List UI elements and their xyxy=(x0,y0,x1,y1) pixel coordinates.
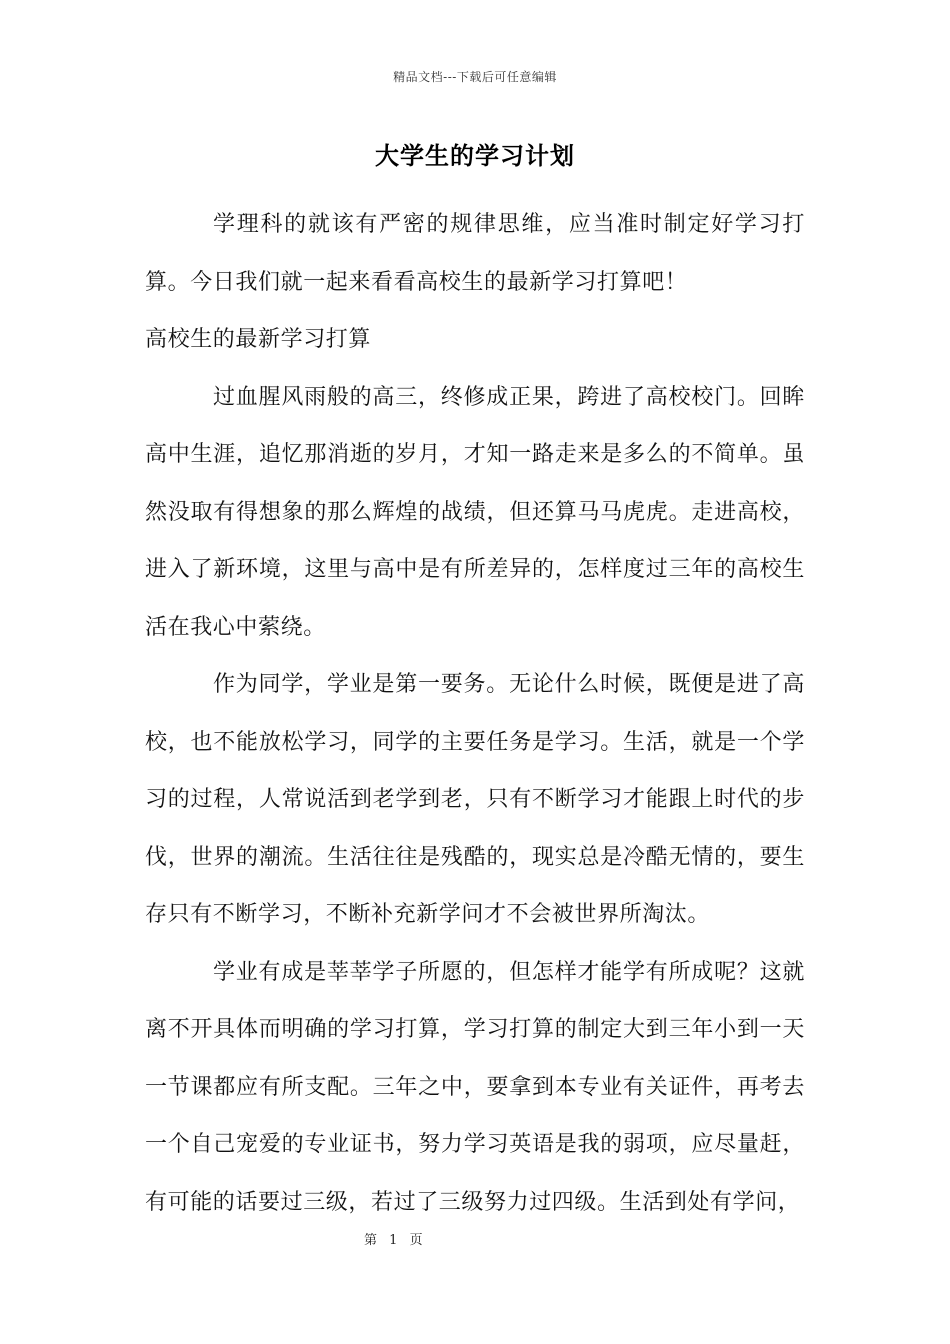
page-footer xyxy=(360,1229,427,1248)
paragraph: 作为同学，学业是第一要务。无论什么时候，既便是进了高校，也不能放松学习，同学的主要任务是学习。生活，就是一个学习的过程，人常说活到老学到老，只有不断学习才能跟上时代的步伐，世界的潮流。生活往往是残酷的，现实总是冷酷无情的，要生存只有不断学习，不断补充新学问才不会被世界所淘汰。 xyxy=(145,672,805,927)
page-number: 1 xyxy=(389,1233,398,1248)
header-note: 精品文档---下载后可任意编辑 xyxy=(393,70,557,84)
paragraph: 学业有成是莘莘学子所愿的，但怎样才能学有所成呢？这就离不开具体而明确的学习打算，学习打算的制定大到三年小到一天一节课都应有所支配。三年之中，要拿到本专业有关证件，再考去一个自己宠爱的专业证书，努力学习英语是我的弱项，应尽量赶，有可能的话要过三级，若过了三级努力过四级。生活到处有学问， xyxy=(145,959,805,1215)
document-body xyxy=(145,196,805,1231)
document-title: 大学生的学习计划 xyxy=(375,141,575,170)
page-prefix: 第 xyxy=(364,1233,378,1248)
page-suffix: 页 xyxy=(409,1233,423,1248)
paragraph: 过血腥风雨般的高三，终修成正果，跨进了高校校门。回眸高中生涯，追忆那消逝的岁月，才知一路走来是多么的不简单。虽然没取有得想象的那么辉煌的战绩，但还算马马虎虎。走进高校，进入了新环境，这里与高中是有所差异的，怎样度过三年的高校生活在我心中萦绕。 xyxy=(145,384,805,640)
paragraph: 学理科的就该有严密的规律思维，应当准时制定好学习打算。今日我们就一起来看看高校生的最新学习打算吧！ xyxy=(145,212,805,295)
section-heading: 高校生的最新学习打算 xyxy=(145,327,372,352)
